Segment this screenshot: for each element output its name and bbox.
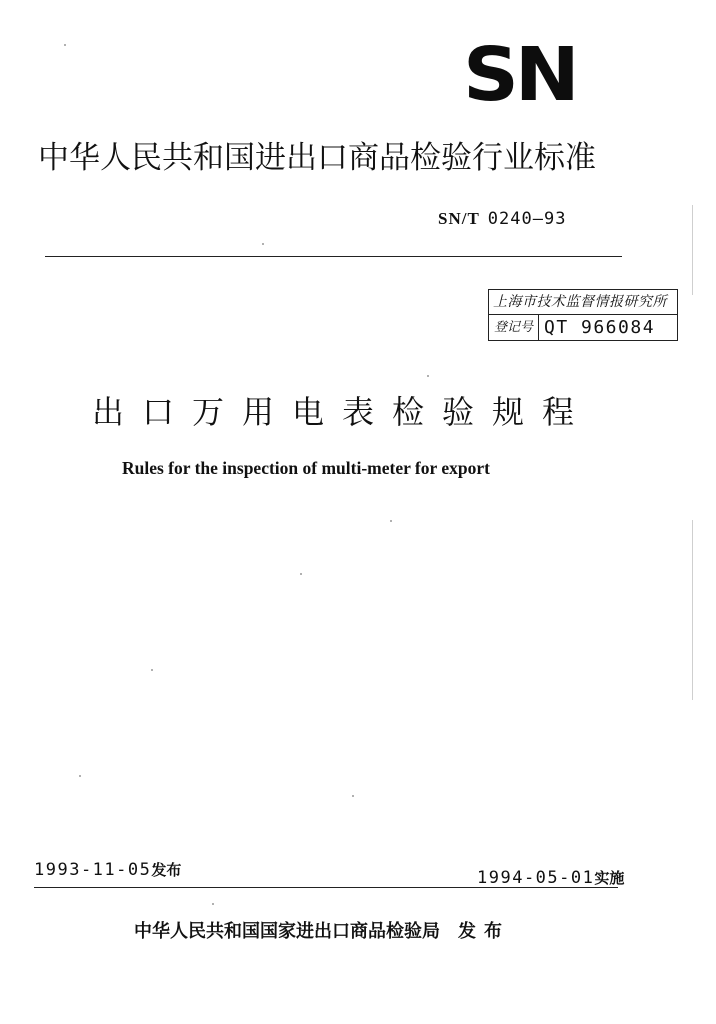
registration-stamp — [488, 289, 678, 341]
stamp-registration-number: QT 966084 — [544, 317, 656, 338]
standard-prefix: SN/T — [438, 209, 480, 228]
issue-date — [34, 858, 181, 882]
scan-speck — [151, 669, 153, 671]
scan-edge-mark — [692, 205, 693, 295]
stamp-registration-label: 登记号 — [489, 315, 539, 340]
scan-speck — [64, 44, 66, 46]
scan-speck — [352, 795, 354, 797]
sn-logo: SN — [463, 32, 576, 118]
footer-divider — [34, 887, 618, 888]
scan-speck — [300, 573, 302, 575]
document-title-english: Rules for the inspection of multi-meter for export — [122, 458, 490, 478]
scan-speck — [390, 520, 392, 522]
stamp-registration-row — [489, 315, 677, 340]
publisher — [134, 918, 510, 946]
standard-number — [438, 206, 566, 232]
scan-edge-mark — [692, 520, 693, 700]
publisher-action: 发布 — [458, 921, 510, 942]
scan-speck — [212, 903, 214, 905]
stamp-institute: 上海市技术监督情报研究所 — [489, 290, 677, 315]
document-title-chinese: 出口万用电表检验规程 — [92, 393, 593, 431]
scan-speck — [427, 375, 429, 377]
scan-speck — [79, 775, 81, 777]
scan-speck — [262, 243, 264, 245]
issue-date-suffix: 发布 — [151, 861, 182, 879]
header-divider — [45, 256, 622, 257]
standard-number-value: 0240—93 — [487, 209, 567, 229]
standard-category-title: 中华人民共和国进出口商品检验行业标准 — [38, 140, 596, 176]
publisher-name: 中华人民共和国国家进出口商品检验局 — [134, 921, 440, 942]
implementation-date-suffix: 实施 — [594, 869, 625, 887]
issue-date-value: 1993-11-05 — [34, 860, 152, 880]
implementation-date-value: 1994-05-01 — [477, 868, 595, 888]
